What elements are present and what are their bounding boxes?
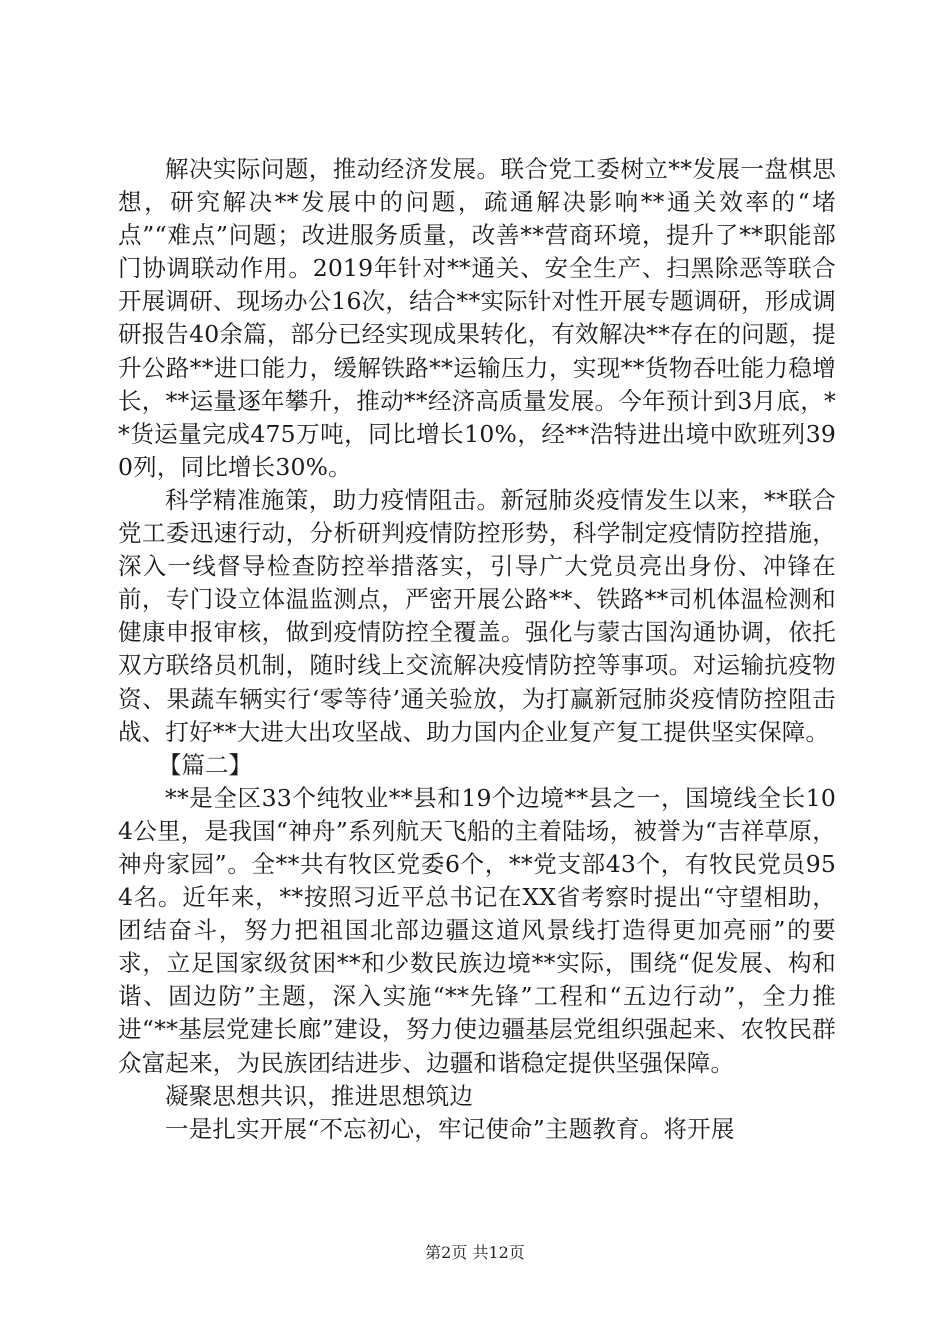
page-footer: 第2页 共12页 bbox=[425, 1243, 525, 1262]
document-body bbox=[118, 153, 836, 1146]
section-heading: 【篇二】 bbox=[158, 750, 252, 779]
paragraph-education: 一是扎实开展“不忘初心，牢记使命”主题教育。将开展 bbox=[165, 1114, 735, 1143]
paragraph-epidemic-control: 科学精准施策，助力疫情阻击。新冠肺炎疫情发生以来，**联合党工委迅速行动，分析研判疫情防控形势，科学制定疫情防控措施，深入一线督导检查防控举措落实，引导广大党员亮出身份、冲锋在前，专门设立体温监测点，严密开展公路**、铁路**司机体温检测和健康申报审核，做到疫情防控全覆盖。强化与蒙古国沟通协调，依托双方联络员机制，随时线上交流解决疫情防控等事项。对运输抗疫物资、果蔬车辆实行‘零等待’通关验放，为打赢新冠肺炎疫情防控阻击战、打好**大进大出攻坚战、助力国内企业复产复工提供坚实保障。 bbox=[118, 485, 836, 746]
paragraph-county-overview: **是全区33个纯牧业**县和19个边境**县之一，国境线全长104公里，是我国“神舟”系列航天飞船的主着陆场，被誉为“吉祥草原，神舟家园”。全**共有牧区党委6个，**党支部43个，有牧民党员954名。近年来，**按照习近平总书记在XX省考察时提出“守望相助，团结奋斗，努力把祖国北部边疆这道风景线打造得更加亮丽”的要求，立足国家级贫困**和少数民族边境**实际，围绕“促发展、构和谐、固边防”主题，深入实施“**先锋”工程和“五边行动”，全力推进“**基层党建长廊”建设，努力使边疆基层党组织强起来、农牧民群众富起来，为民族团结进步、边疆和谐稳定提供坚强保障。 bbox=[118, 783, 837, 1077]
paragraph-economic-development: 解决实际问题，推动经济发展。联合党工委树立**发展一盘棋思想，研究解决**发展中的问题，疏通解决影响**通关效率的“堵点”“难点”问题；改进服务质量，改善**营商环境，提升了**职能部门协调联动作用。2019年针对**通关、安全生产、扫黑除恶等联合开展调研、现场办公16次，结合**实际针对性开展专题调研，形成调研报告40余篇，部分已经实现成果转化，有效解决**存在的问题，提升公路**进口能力，缓解铁路**运输压力，实现**货物吞吐能力稳增长，**运量逐年攀升，推动**经济高质量发展。今年预计到3月底，**货运量完成475万吨，同比增长10%，经**浩特进出境中欧班列390列，同比增长30%。 bbox=[118, 155, 836, 481]
paragraph-subheading: 凝聚思想共识，推进思想筑边 bbox=[165, 1081, 474, 1110]
